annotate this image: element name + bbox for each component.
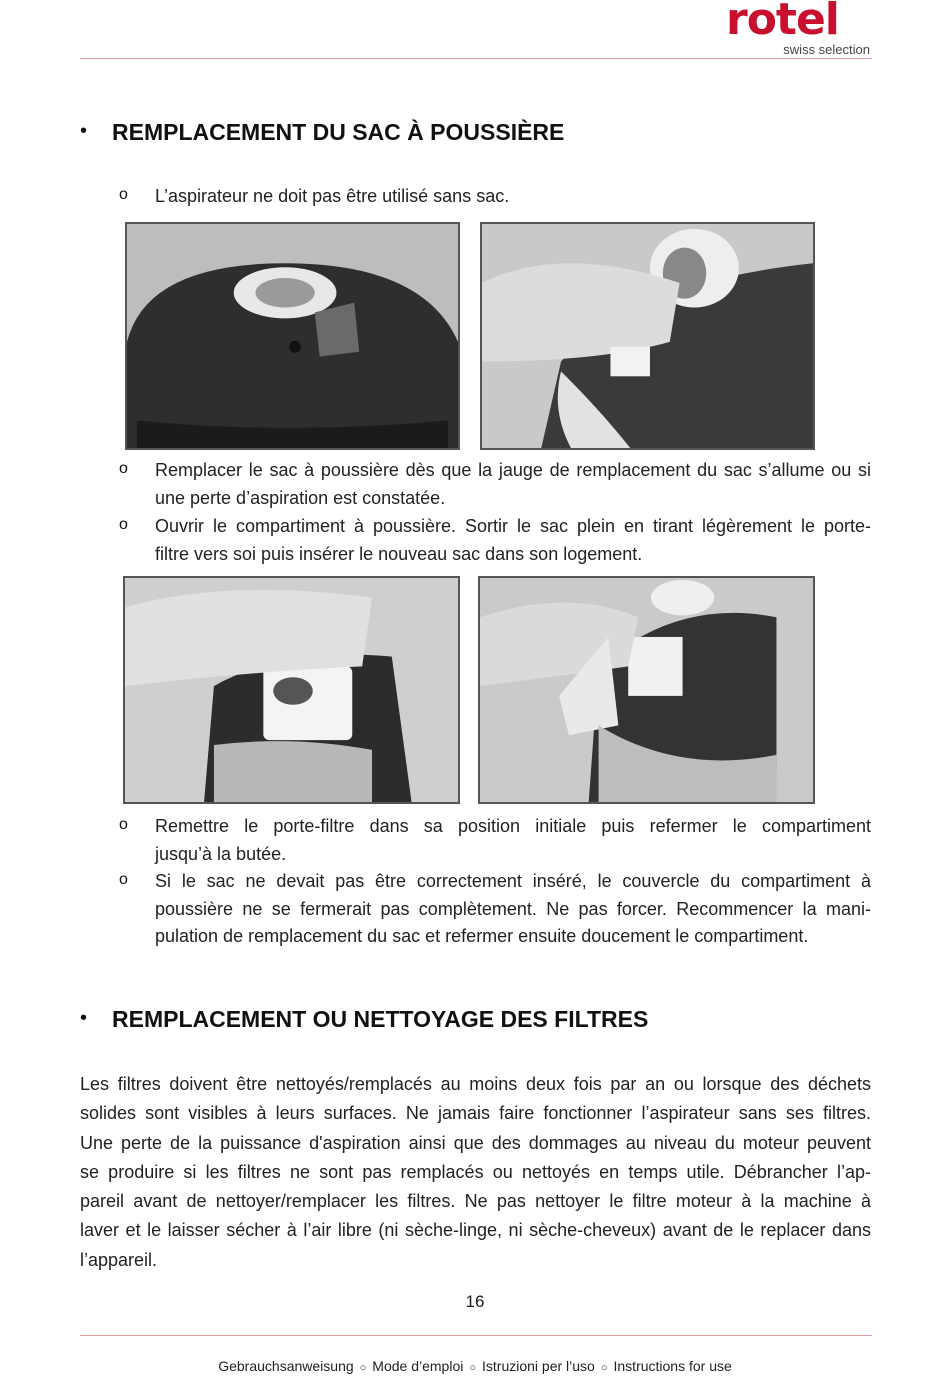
section-bullet: • xyxy=(80,120,88,142)
footer-item-it: Istruzioni per l’uso xyxy=(482,1358,595,1374)
footer-item-en: Instructions for use xyxy=(613,1358,732,1374)
text-line: Si le sac ne devait pas être correctement inséré, le couvercle du compartiment à xyxy=(155,871,871,891)
text-line: jusqu’à la butée. xyxy=(155,843,287,864)
section-title-filters: REMPLACEMENT OU NETTOYAGE DES FILTRES xyxy=(112,1006,649,1032)
text-line: Ouvrir le compartiment à poussière. Sortir le sac plein en tirant légèrement le porte- xyxy=(155,516,871,536)
list-marker: o xyxy=(119,871,128,888)
rotel-logo xyxy=(726,0,872,58)
text-line: laver et le laisser sécher à l’air libre (ni sèche-linge, ni sèche-cheveux) avant de le replacer dans xyxy=(80,1220,871,1241)
text-line: l’appareil. xyxy=(80,1249,158,1270)
header-divider xyxy=(80,58,872,59)
text-line: une perte d’aspiration est constatée. xyxy=(155,487,446,508)
list-item-replace-holder xyxy=(155,813,871,868)
footer-item-fr: Mode d’emploi xyxy=(372,1358,464,1374)
list-marker: o xyxy=(119,186,128,203)
section-title-dust-bag: REMPLACEMENT DU SAC À POUSSIÈRE xyxy=(112,119,565,145)
section-bullet: • xyxy=(80,1007,88,1029)
photo-inserting-bag xyxy=(478,576,815,804)
text-line: Remplacer le sac à poussière dès que la jauge de remplacement du sac s’allume ou si xyxy=(155,460,871,480)
text-line: Les filtres doivent être nettoyés/remplacés au moins deux fois par an ou lorsque des déchets xyxy=(80,1074,871,1094)
logo-tagline: swiss selection xyxy=(783,42,870,57)
text-line: se produire si les filtres ne sont pas remplacés ou nettoyés en temps utile. Débrancher l’ap- xyxy=(80,1161,871,1182)
text-line: Remettre le porte-filtre dans sa position initiale puis refermer le compartiment xyxy=(155,816,871,836)
list-item-open-compartment xyxy=(155,513,871,568)
list-item-replace-bag xyxy=(155,457,871,512)
text-line: pareil avant de nettoyer/remplacer les filtres. Ne pas nettoyer le filtre moteur à la machine à xyxy=(80,1191,871,1212)
photo-removing-bag xyxy=(123,576,460,804)
list-marker: o xyxy=(119,460,128,477)
page-number: 16 xyxy=(465,1292,485,1311)
photo-opening-compartment xyxy=(480,222,815,450)
list-marker: o xyxy=(119,516,128,533)
photo-vacuum-top xyxy=(125,222,460,450)
list-marker: o xyxy=(119,816,128,833)
footer-divider xyxy=(80,1335,872,1336)
text-line: solides sont visibles à leurs surfaces. Ne jamais faire fonctionner l’aspirateur sans ses filtres. xyxy=(80,1103,871,1124)
text-line: poussière ne se fermerait pas complètement. Ne pas forcer. Recommencer la mani- xyxy=(155,898,871,919)
footer-languages xyxy=(0,1358,950,1374)
footer-separator: ○ xyxy=(600,1362,608,1374)
list-item-bag-not-inserted xyxy=(155,868,871,951)
footer-separator: ○ xyxy=(359,1362,367,1374)
logo-wordmark: rotel xyxy=(726,0,839,45)
text-line: pulation de remplacement du sac et refermer ensuite doucement le compartiment. xyxy=(155,926,809,946)
footer-item-de: Gebrauchsanweisung xyxy=(218,1358,354,1374)
text-line: filtre vers soi puis insérer le nouveau sac dans son logement. xyxy=(155,543,643,564)
text-line: Une perte de la puissance d'aspiration ainsi que des dommages au niveau du moteur peuvent xyxy=(80,1132,871,1153)
filters-paragraph xyxy=(80,1070,871,1275)
list-item-no-use-without-bag: L’aspirateur ne doit pas être utilisé sans sac. xyxy=(155,186,510,206)
footer-separator: ○ xyxy=(469,1362,477,1374)
